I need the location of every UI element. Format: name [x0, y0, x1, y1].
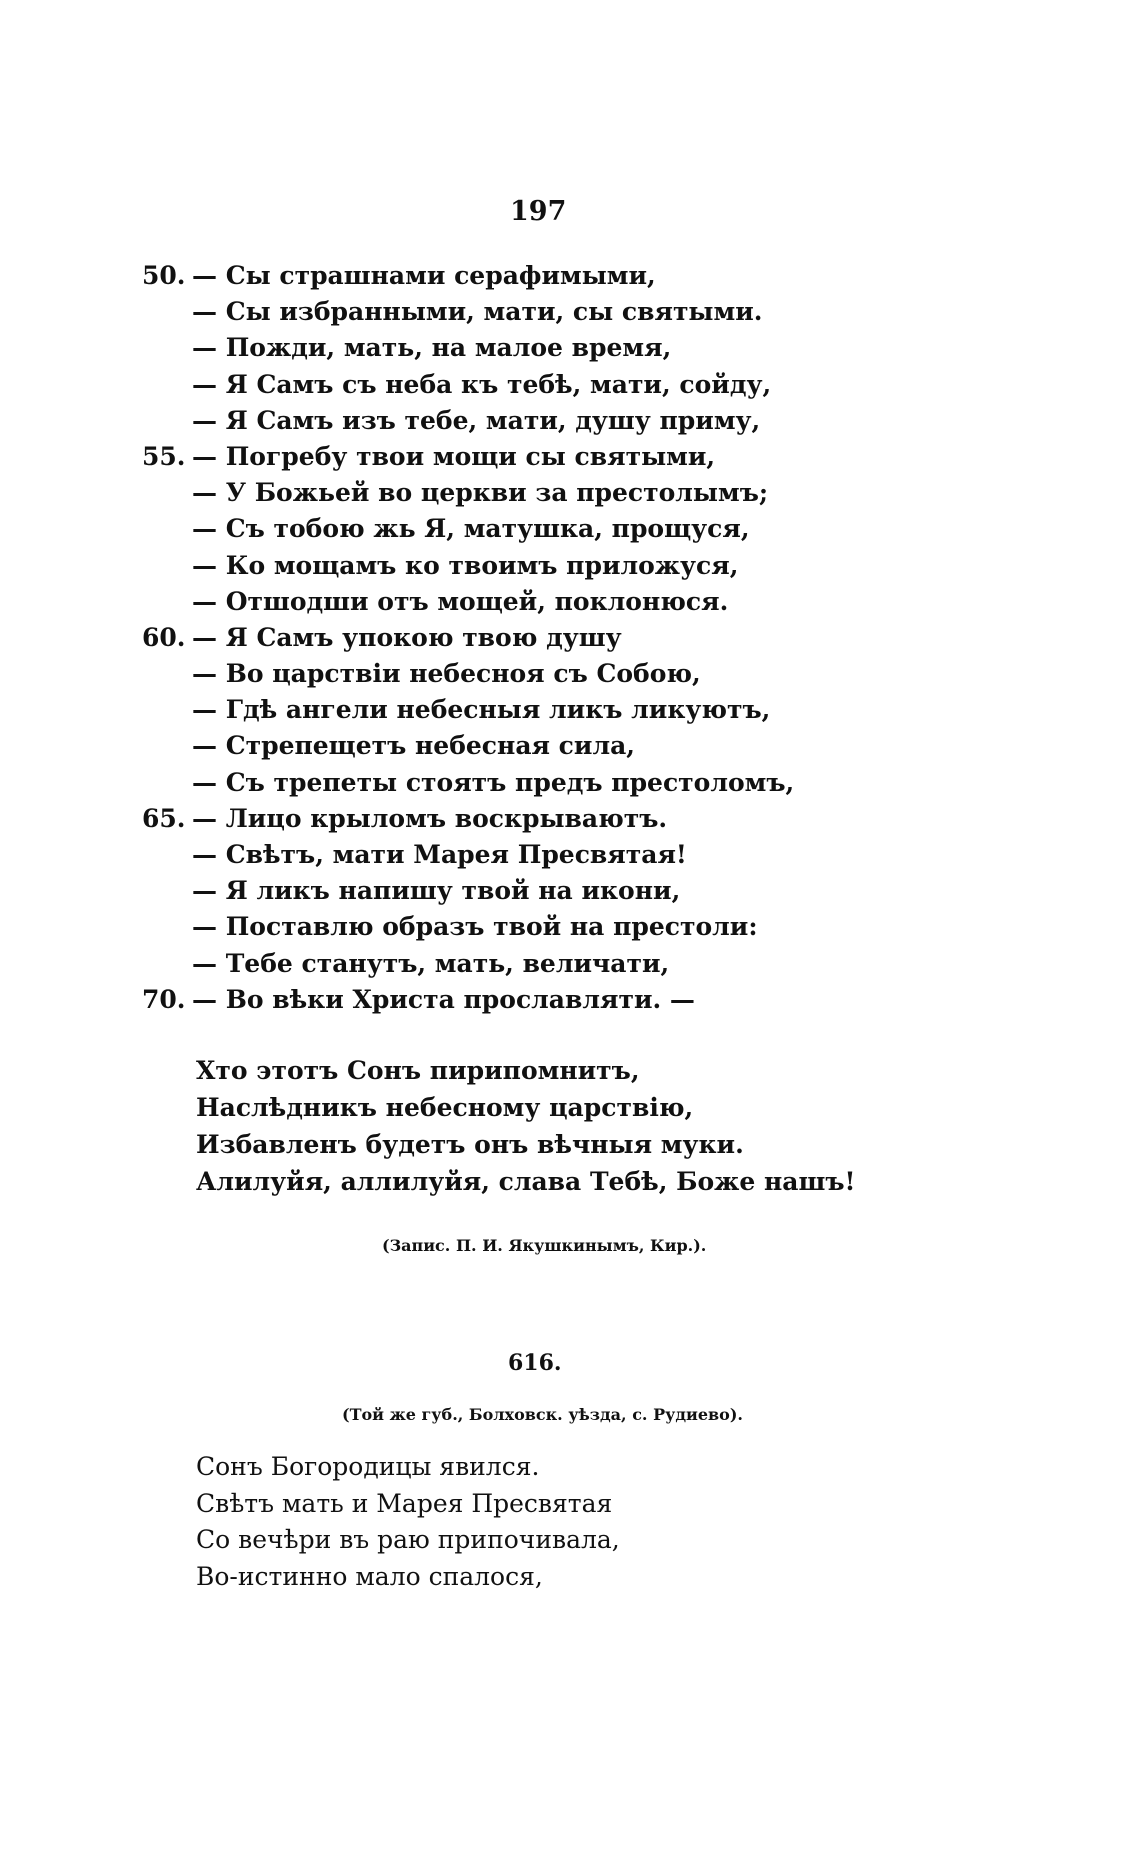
verse-text: — Пожди, мать, на малое время,: [192, 333, 672, 363]
verse-text: — Во вѣки Христа прославляти. —: [192, 984, 695, 1014]
closing-stanza: [196, 1052, 856, 1200]
verse-text: — Во царствіи небесноя съ Собою,: [192, 659, 701, 689]
verse-text: — Отшодши отъ мощей, поклонюся.: [192, 586, 729, 616]
verse-text: — Сы избранными, мати, сы святыми.: [192, 297, 763, 327]
line-number: 60.: [142, 622, 186, 652]
verse-text: — Гдѣ ангели небесныя ликъ ликуютъ,: [192, 695, 771, 725]
verse-text: — Лицо крыломъ воскрываютъ.: [192, 803, 668, 833]
verse-text: — Поставлю образъ твой на престоли:: [192, 912, 758, 942]
stanza-line: Избавленъ будетъ онъ вѣчныя муки.: [196, 1130, 744, 1159]
verse-text: — Тебе станутъ, мать, величати,: [192, 948, 670, 978]
text-line: Во-истинно мало спалося,: [196, 1561, 543, 1591]
source-note: (Запис. П. И. Якушкинымъ, Кир.).: [382, 1236, 707, 1255]
verse-text: — Ко мощамъ ко твоимъ приложуся,: [192, 550, 739, 580]
line-number: 70.: [142, 984, 186, 1014]
text-line: Сонъ Богородицы явился.: [196, 1452, 540, 1481]
verse-text: — Я Самъ упокою твою душу: [192, 622, 622, 652]
verse-text: — Погребу твои мощи сы святыми,: [192, 441, 716, 471]
stanza-line: Алилуйя, аллилуйя, слава Тебѣ, Боже нашъ!: [196, 1167, 856, 1196]
verse-text: — Свѣтъ, мати Марея Пресвятая!: [192, 840, 687, 869]
verse-text: — У Божьей во церкви за престолымъ;: [192, 478, 769, 508]
verse-text: — Я Самъ съ неба къ тебѣ, мати, сойду,: [192, 369, 772, 399]
stanza-line: Наслѣдникъ небесному царствію,: [196, 1093, 694, 1122]
text-line: Свѣтъ мать и Марея Пресвятая: [196, 1488, 613, 1518]
verse-text: — Я Самъ изъ тебе, мати, душу приму,: [192, 405, 761, 435]
verse-text: — Съ тобою жь Я, матушка, прощуся,: [192, 514, 750, 544]
verse-text: — Стрепещетъ небесная сила,: [192, 731, 635, 761]
verse-text: — Съ трепеты стоятъ предъ престоломъ,: [192, 767, 795, 797]
line-number: 55.: [142, 441, 186, 471]
section-number: 616.: [508, 1350, 562, 1376]
line-number: 65.: [142, 803, 186, 833]
page-number: 197: [510, 196, 567, 227]
stanza-line: Хто этотъ Сонъ пирипомнитъ,: [196, 1056, 640, 1085]
location-note: (Той же губ., Болховск. уѣзда, с. Рудиево).: [342, 1405, 743, 1424]
verse-text: — Я ликъ напишу твой на икони,: [192, 876, 681, 906]
line-number: 50.: [142, 261, 186, 290]
text-line: Со вечѣри въ раю припочивала,: [196, 1525, 620, 1554]
verse-text: — Сы страшнами серафимыми,: [192, 261, 656, 290]
next-text-block: [196, 1449, 620, 1595]
